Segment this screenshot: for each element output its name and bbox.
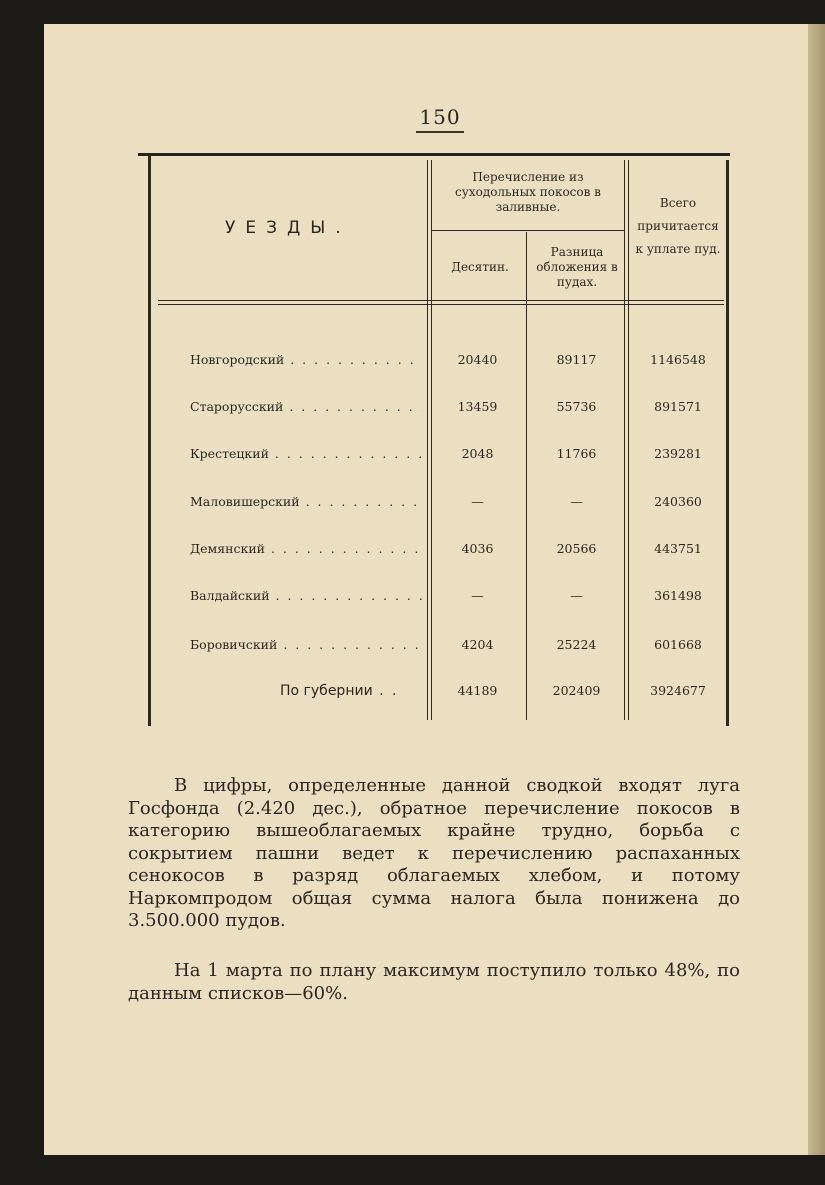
raznitsa-value: —: [570, 588, 583, 603]
raznitsa-value: 89117: [556, 352, 597, 367]
body-paragraph: [128, 775, 740, 933]
header-rule: [158, 304, 724, 305]
col-divider: [427, 160, 428, 720]
raznitsa-value: 55736: [556, 399, 597, 414]
page-number-rule: [416, 131, 464, 133]
table-total-row: [150, 683, 730, 707]
vsego-value: 361498: [654, 588, 702, 603]
col-divider: [628, 160, 629, 720]
district-name: Демянский . . .: [190, 541, 422, 556]
table-row: [150, 352, 730, 376]
table-row: [150, 541, 730, 565]
col-divider: [624, 160, 625, 720]
table-top-rule: [138, 153, 730, 156]
col-divider: [431, 160, 432, 720]
raznitsa-value: 25224: [556, 637, 597, 652]
desyatin-value: —: [471, 494, 484, 509]
district-name: Боровичский . . .: [190, 637, 422, 652]
total-label: По губернии . .: [280, 683, 420, 699]
header-rule: [158, 300, 724, 301]
header-vsego: Всего причитается к уплате пуд.: [635, 196, 721, 256]
desyatin-value: 2048: [461, 446, 494, 461]
district-name: Крестецкий . . .: [190, 446, 422, 461]
total-raznitsa: 202409: [552, 683, 601, 698]
district-name: Валдайский . . .: [190, 588, 422, 603]
body-paragraph: [128, 960, 740, 1005]
vsego-value: 1146548: [650, 352, 706, 367]
header-desyatin: Десятин.: [451, 260, 509, 274]
table-row: [150, 637, 730, 661]
district-name: Старорусский . . .: [190, 399, 422, 414]
vsego-value: 601668: [654, 637, 702, 652]
vsego-value: 239281: [654, 446, 702, 461]
table-row: [150, 399, 730, 423]
paragraph-text: На 1 марта по плану максимум поступило только 48%, по данным списков—60%.: [128, 960, 740, 1004]
table-row: [150, 494, 730, 518]
vsego-value: 891571: [654, 399, 702, 414]
table-row: [150, 446, 730, 470]
raznitsa-value: 20566: [556, 541, 597, 556]
table-row: [150, 588, 730, 612]
desyatin-value: 4036: [461, 541, 494, 556]
paragraph-text: В цифры, определенные данной сводкой входят луга Госфонда (2.420 дес.), обратное перечисление покосов в категорию вышеоблагаемых крайне трудно, борьба с сокрытием пашни ведет к перечислению распаханных сенокосов в разряд облагаемых хлебом, и потому Наркомпродом общая сумма налога была понижена до 3.500.000 пудов.: [128, 775, 740, 931]
district-name: Маловишерский . . .: [190, 494, 422, 509]
desyatin-value: 13459: [457, 399, 498, 414]
desyatin-value: 20440: [457, 352, 498, 367]
header-raznitsa: Разница обложения в пудах.: [536, 245, 618, 289]
header-group: Перечисление из суходольных покосов в заливные.: [455, 170, 601, 214]
desyatin-value: —: [471, 588, 484, 603]
vsego-value: 443751: [654, 541, 702, 556]
district-name: Новгородский . . .: [190, 352, 422, 367]
header-uezdy: УЕЗДЫ.: [225, 218, 351, 238]
page-edge: [808, 24, 825, 1155]
raznitsa-value: 11766: [556, 446, 597, 461]
page-number: 150: [419, 105, 461, 129]
total-desyatin: 44189: [457, 683, 498, 698]
subheader-rule: [432, 230, 624, 231]
raznitsa-value: —: [570, 494, 583, 509]
desyatin-value: 4204: [461, 637, 494, 652]
total-vsego: 3924677: [650, 683, 706, 698]
vsego-value: 240360: [654, 494, 702, 509]
